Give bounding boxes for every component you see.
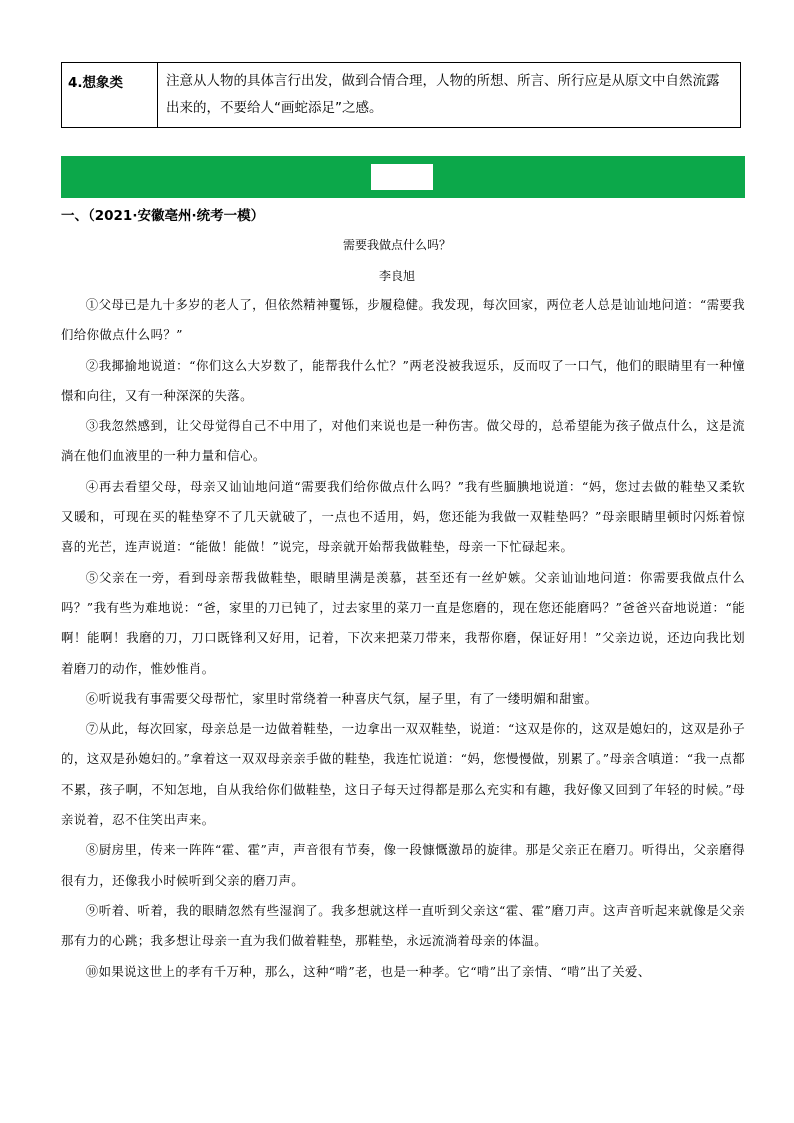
- article-author: 李良旭: [378, 269, 415, 283]
- paragraph: ⑦从此，每次回家，母亲总是一边做着鞋垫，一边拿出一双双鞋垫，说道：“这双是你的，这双是媳妇的，这双是孙子的，这双是孙媳妇的。”拿着这一双双母亲亲手做的鞋垫，我连忙说道：“妈，您慢慢做，别累了。”母亲含嗔道：“我一点都不累，孩子啊，不知怎地，自从我给你们做鞋垫，这日子每天过得都是那么充实和有趣，我好像又回到了年轻的时候。”母亲说着，忍不住笑出声来。: [61, 721, 745, 828]
- paragraph: ⑩如果说这世上的孝有千万种，那么，这种“啃”老，也是一种孝。它“啃”出了亲情、“啃”出了关爱、: [85, 963, 651, 979]
- paragraph: ①父母已是九十多岁的老人了，但依然精神矍铄，步履稳健。我发现，每次回家，两位老人总是讪讪地问道：“需要我们给你做点什么吗？”: [61, 297, 745, 343]
- section-header-label-box: [371, 164, 433, 190]
- paragraph: ③我忽然感到，让父母觉得自己不中用了，对他们来说也是一种伤害。做父母的，总希望能为孩子做点什么，这是流淌在他们血液里的一种力量和信心。: [61, 418, 745, 464]
- paragraph: ②我揶揄地说道：“你们这么大岁数了，能帮我什么忙？”两老没被我逗乐，反而叹了一口气，他们的眼睛里有一种憧憬和向往，又有一种深深的失落。: [61, 357, 745, 403]
- article-body: [61, 290, 745, 987]
- tip-table: [61, 62, 741, 128]
- tip-category: 4.想象类: [62, 63, 158, 128]
- paragraph: ④再去看望父母，母亲又讪讪地问道“需要我们给你做点什么吗？”我有些腼腆地说道：“妈，您过去做的鞋垫又柔软又暖和，可现在买的鞋垫穿不了几天就破了，一点也不适用，妈，您还能为我做一双鞋垫吗？”母亲眼睛里顿时闪烁着惊喜的光芒，连声说道：“能做！能做！”说完，母亲就开始帮我做鞋垫，母亲一下忙碌起来。: [61, 478, 745, 555]
- table-row: [62, 63, 741, 128]
- paragraph: ⑥听说我有事需要父母帮忙，家里时常绕着一种喜庆气氛，屋子里，有了一缕明媚和甜蜜。: [85, 690, 598, 706]
- question-heading: 一、（2021·安徽亳州·统考一模）: [61, 208, 265, 224]
- paragraph: ⑤父亲在一旁，看到母亲帮我做鞋垫，眼睛里满是羡慕，甚至还有一丝妒嫉。父亲讪讪地问道：你需要我做点什么吗？”我有些为难地说：“爸，家里的刀已钝了，过去家里的菜刀一直是您磨的，现在您还能磨吗？”爸爸兴奋地说道：“能啊！能啊！我磨的刀，刀口既锋利又好用，记着，下次来把菜刀带来，我帮你磨，保证好用！”父亲边说，还边向我比划着磨刀的动作，惟妙惟肖。: [61, 569, 745, 676]
- article-title: 需要我做点什么吗？: [342, 238, 451, 252]
- tip-description: 注意从人物的具体言行出发，做到合情合理，人物的所想、所言、所行应是从原文中自然流露出来的，不要给人“画蛇添足”之感。: [158, 63, 741, 128]
- paragraph: ⑨听着、听着，我的眼睛忽然有些湿润了。我多想就这样一直听到父亲这“霍、霍”磨刀声。这声音听起来就像是父亲那有力的心跳；我多想让母亲一直为我们做着鞋垫，那鞋垫，永远流淌着母亲的体温。: [61, 902, 745, 949]
- paragraph: ⑧厨房里，传来一阵阵“霍、霍”声，声音很有节奏，像一段慷慨激昂的旋律。那是父亲正在磨刀。听得出，父亲磨得很有力，还像我小时候听到父亲的磨刀声。: [61, 842, 745, 888]
- section-header-band: [61, 156, 745, 198]
